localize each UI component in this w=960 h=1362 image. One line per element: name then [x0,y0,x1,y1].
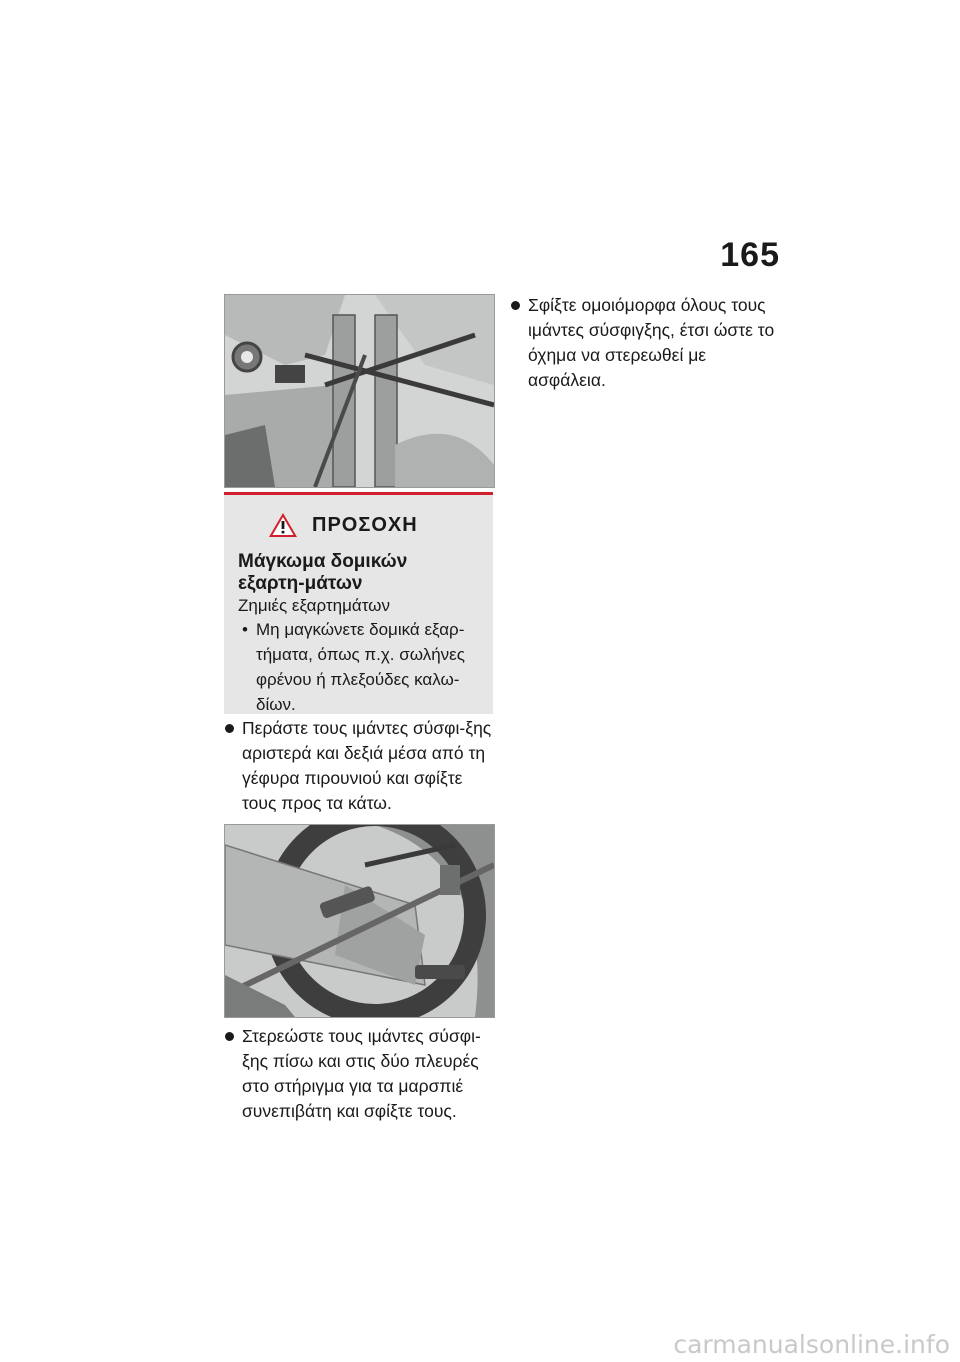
caution-subheading: Ζημιές εξαρτημάτων [238,596,390,615]
step-secure-straps-rear: Στερεώστε τους ιμάντες σύσφι-ξης πίσω και στις δύο πλευρές στο στήριγμα για τα μαρσπιέ συνεπιβάτη και σφίξτε τους. [222,1024,498,1124]
watermark: carmanualsonline.info [673,1330,950,1359]
step-tighten-all-straps: Σφίξτε ομοιόμορφα όλους τους ιμάντες σύσφιγξης, έτσι ώστε το όχημα να στερεωθεί με ασφάλεια. [508,293,784,393]
step-thread-straps-fork: Περάστε τους ιμάντες σύσφι-ξης αριστερά και δεξιά μέσα από τη γέφυρα πιρουνιού και σφίξτε τους προς τα κάτω. [222,716,498,816]
caution-list [238,617,479,717]
photo-rear-footrest-strap [224,824,495,1018]
caution-header [238,509,479,541]
caution-item: • Μη μαγκώνετε δομικά εξαρ-τήματα, όπως π.χ. σωλήνες φρένου ή πλεξούδες καλω-δίων. [238,617,479,717]
page-number: 165 [720,236,780,274]
caution-title: ΠΡΟΣΟΧΗ [312,513,418,536]
photo-fork-bridge-straps [224,294,495,488]
caution-box [224,492,493,714]
warning-triangle-icon [268,512,298,538]
caution-heading: Μάγκωμα δομικών εξαρτη-μάτων [238,551,408,594]
